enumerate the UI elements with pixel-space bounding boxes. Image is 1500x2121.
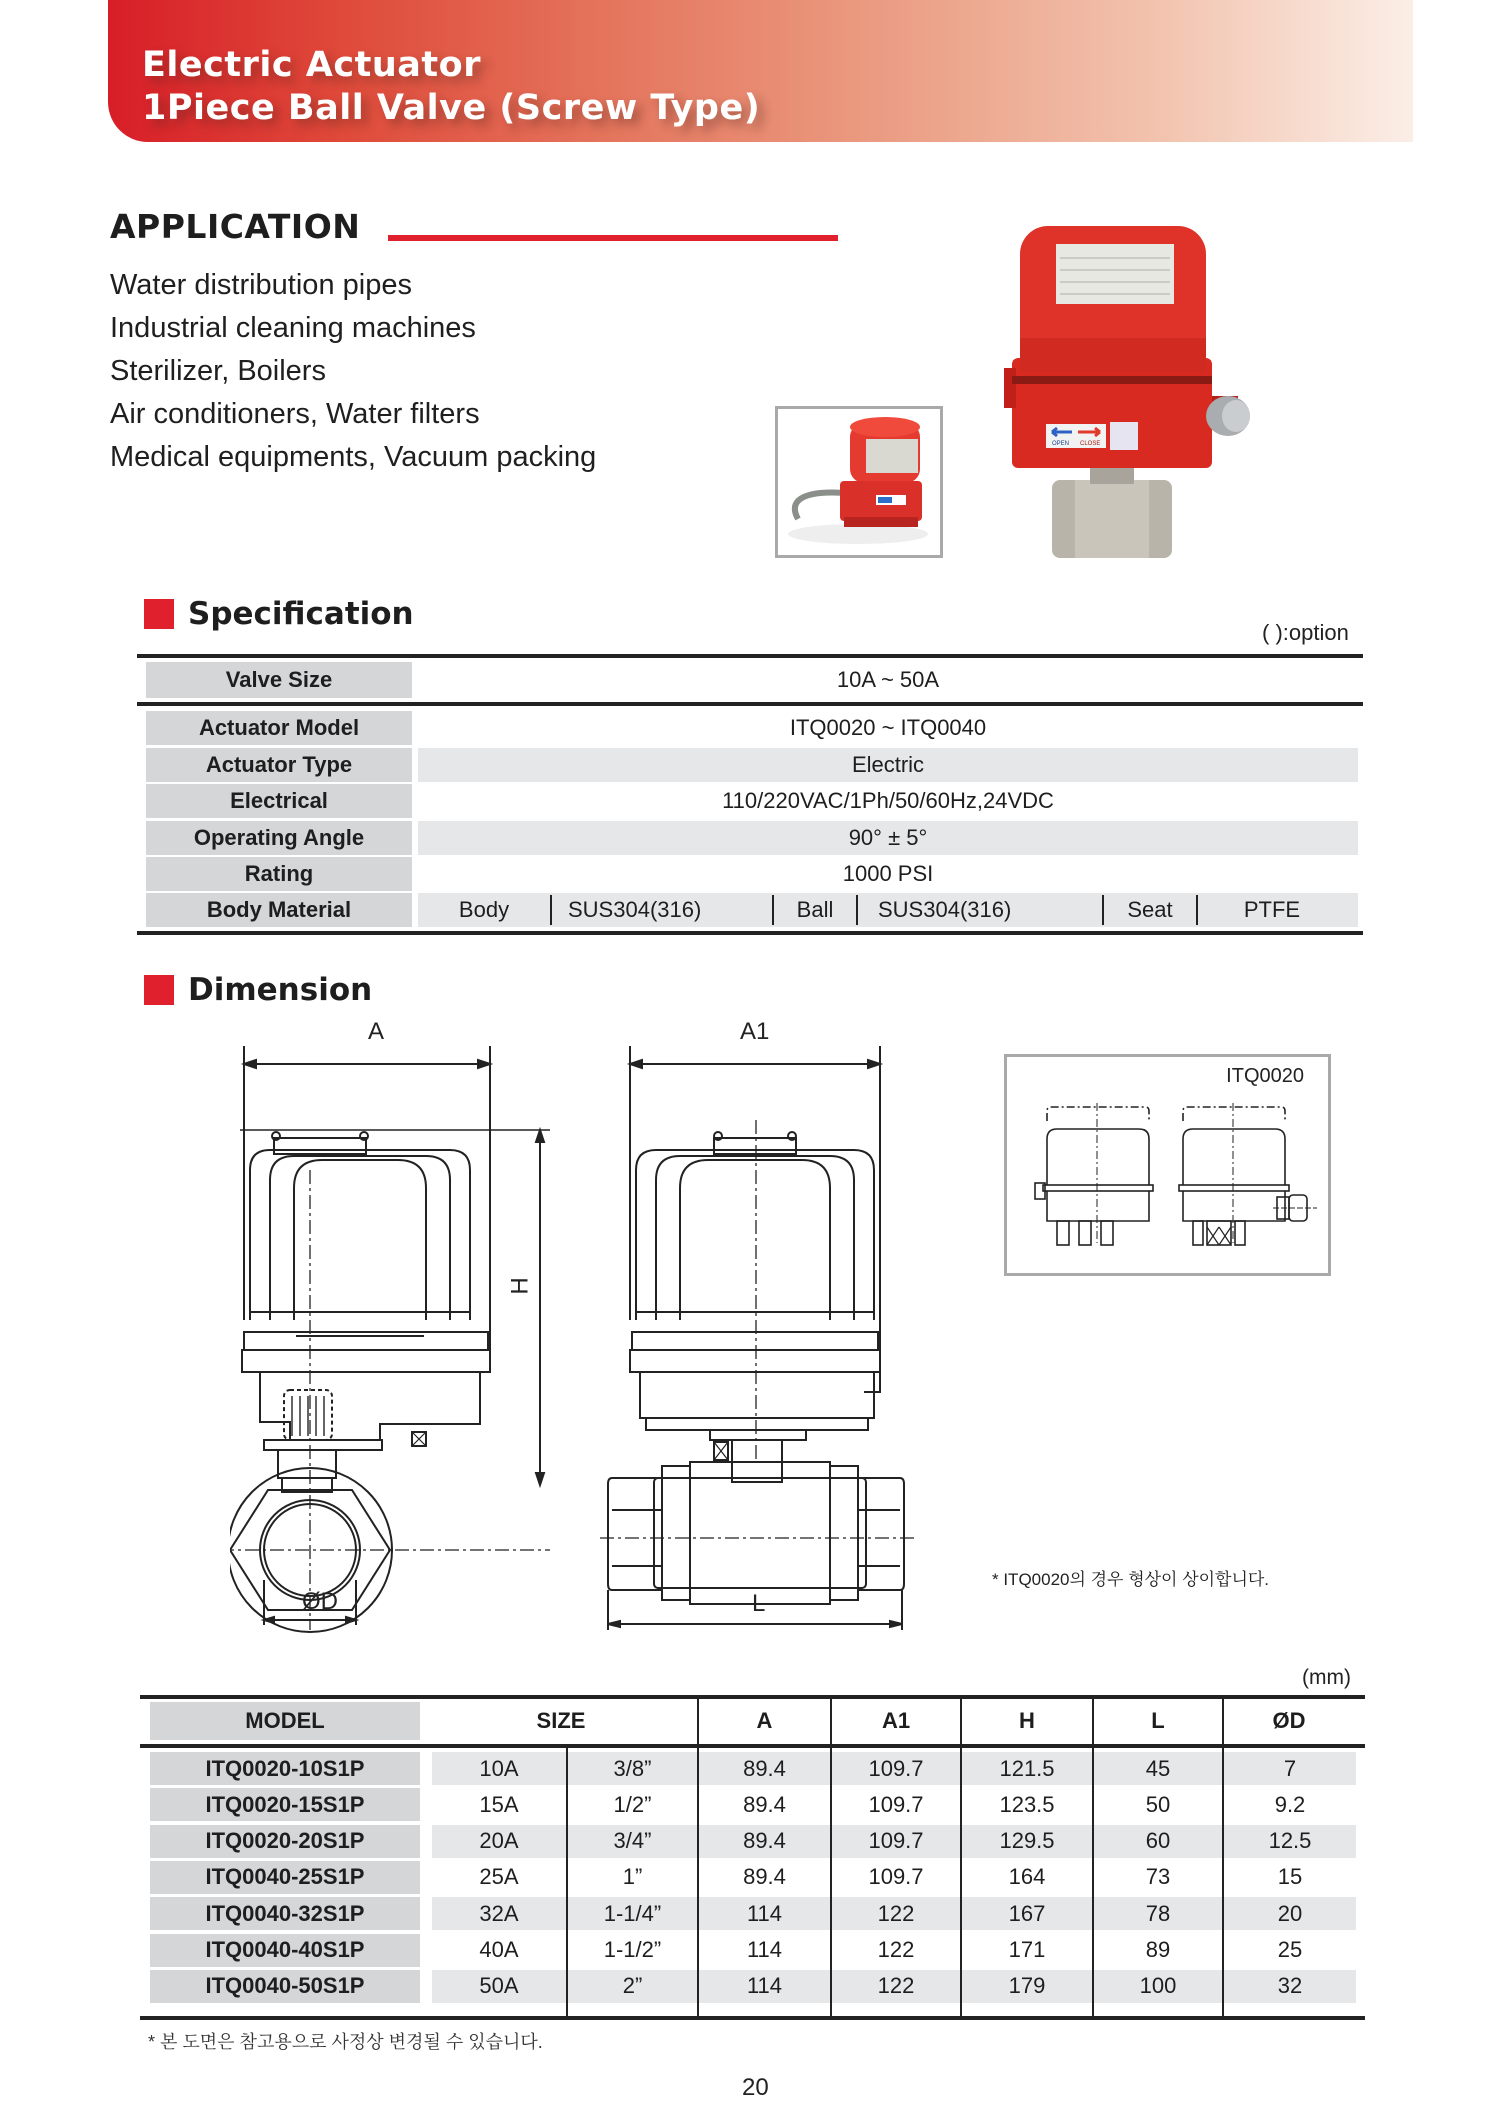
side-view-drawing <box>590 1020 920 1640</box>
cell-model: ITQ0040-32S1P <box>150 1897 420 1930</box>
unit-note: (mm) <box>1302 1666 1351 1689</box>
application-item: Air conditioners, Water filters <box>110 398 480 430</box>
cell-h: 179 <box>962 1970 1092 2003</box>
dimension-label-d: ØD <box>302 1588 338 1615</box>
actuator-valve-photo <box>990 218 1270 563</box>
cell-a: 89.4 <box>699 1752 830 1785</box>
section-marker-icon <box>144 599 174 629</box>
cell-a: 114 <box>699 1970 830 2003</box>
header-l: L <box>1151 1708 1165 1733</box>
cell-d: 15 <box>1277 1864 1303 1890</box>
cell-a: 89.4 <box>699 1825 830 1858</box>
body-material-values <box>418 893 1358 927</box>
header-a: A <box>756 1708 773 1733</box>
dimension-label-a1: A1 <box>740 1018 770 1045</box>
table-header-rule <box>140 1744 1365 1748</box>
cell-a1: 122 <box>877 1937 915 1962</box>
shape-note: * ITQ0020의 경우 형상이 상이합니다. <box>992 1570 1270 1589</box>
cell-l: 60 <box>1094 1825 1222 1858</box>
cell-size-inch: 2” <box>568 1970 697 2003</box>
cell-model: ITQ0020-20S1P <box>150 1825 420 1858</box>
table-bottom-rule <box>140 2016 1365 2020</box>
cell-l: 45 <box>1094 1752 1222 1785</box>
spec-row-body-material: Body Material Body SUS304(316) Ball SUS304(316) Seat PTFE <box>146 893 1358 927</box>
cell-h: 123.5 <box>999 1791 1055 1817</box>
application-list <box>110 264 596 479</box>
dimension-label-l: L <box>752 1590 766 1617</box>
cell-l: 73 <box>1145 1864 1171 1890</box>
cell-size-a: 25A <box>479 1864 519 1890</box>
cell-l: 50 <box>1145 1791 1171 1817</box>
spec-row-rating: Rating 1000 PSI <box>146 857 1358 891</box>
cell-d: 12.5 <box>1224 1825 1356 1858</box>
seat-label: Seat <box>1127 897 1173 922</box>
cell-a1: 122 <box>832 1897 960 1930</box>
page-title <box>142 44 760 130</box>
cell-d: 32 <box>1224 1970 1356 2003</box>
application-rule <box>388 235 838 241</box>
spec-row-valve-size: Valve Size 10A ~ 50A <box>146 662 1358 698</box>
application-item: Medical equipments, Vacuum packing <box>110 441 597 473</box>
cell-size-inch: 1-1/4” <box>568 1897 697 1930</box>
cell-a: 89.4 <box>743 1864 786 1890</box>
cell-size-inch: 1-1/2” <box>603 1937 662 1962</box>
spec-bottom-rule <box>137 931 1363 935</box>
svg-text:CLOSE: CLOSE <box>1080 441 1101 447</box>
cell-a: 89.4 <box>743 1791 786 1817</box>
cell-l: 100 <box>1094 1970 1222 2003</box>
header-a1: A1 <box>881 1708 911 1733</box>
cell-model: ITQ0020-10S1P <box>150 1752 420 1785</box>
seat-value: PTFE <box>1243 897 1301 922</box>
cell-size-a: 15A <box>479 1791 519 1817</box>
title-line-2: 1Piece Ball Valve (Screw Type) <box>142 88 761 128</box>
cell-d: 9.2 <box>1274 1791 1306 1817</box>
cell-d: 20 <box>1224 1897 1356 1930</box>
application-item: Sterilizer, Boilers <box>110 355 326 387</box>
spec-top-rule <box>137 654 1363 658</box>
cell-size-a: 10A <box>432 1752 566 1785</box>
cell-size-inch: 1/2” <box>613 1791 652 1817</box>
table-top-rule <box>140 1695 1365 1699</box>
ball-label: Ball <box>796 897 834 922</box>
header-d: ØD <box>1272 1708 1306 1733</box>
cell-d: 25 <box>1277 1937 1303 1962</box>
page-number: 20 <box>742 2074 769 2101</box>
ball-value: SUS304(316) <box>878 897 1012 922</box>
cell-l: 89 <box>1145 1937 1171 1962</box>
cell-model: ITQ0040-40S1P <box>150 1934 420 1967</box>
cell-h: 167 <box>962 1897 1092 1930</box>
inset-label: ITQ0020 <box>1226 1065 1304 1087</box>
option-note: ( ):option <box>1262 620 1349 645</box>
spec-row-actuator-model: Actuator Model ITQ0020 ~ ITQ0040 <box>146 711 1358 745</box>
dimension-heading: Dimension <box>144 972 372 1008</box>
cell-a1: 109.7 <box>868 1864 924 1890</box>
spec-divider-rule <box>137 702 1363 706</box>
spec-row-electrical: Electrical 110/220VAC/1Ph/50/60Hz,24VDC <box>146 784 1358 818</box>
actuator-thumbnail-photo <box>775 406 943 558</box>
dimension-label-a: A <box>368 1018 385 1045</box>
cell-model: ITQ0040-50S1P <box>150 1970 420 2003</box>
title-line-1: Electric Actuator <box>142 45 481 85</box>
cell-a: 114 <box>746 1937 783 1962</box>
body-value: SUS304(316) <box>568 897 702 922</box>
cell-h: 121.5 <box>962 1752 1092 1785</box>
cell-a: 114 <box>699 1897 830 1930</box>
cell-size-inch: 1” <box>622 1864 643 1890</box>
cell-size-a: 50A <box>432 1970 566 2003</box>
specification-heading: Specification <box>144 596 414 632</box>
header-size: SIZE <box>536 1708 586 1733</box>
cell-model: ITQ0040-25S1P <box>150 1861 420 1894</box>
cell-size-a: 32A <box>432 1897 566 1930</box>
svg-text:OPEN: OPEN <box>1052 441 1070 447</box>
cell-h: 171 <box>1008 1937 1046 1962</box>
cell-size-inch: 3/8” <box>568 1752 697 1785</box>
footnote: * 본 도면은 참고용으로 사정상 변경될 수 있습니다. <box>148 2032 543 2052</box>
cell-size-a: 40A <box>479 1937 519 1962</box>
actuator-small-image <box>778 409 940 555</box>
application-heading: APPLICATION <box>110 207 361 246</box>
header-h: H <box>1019 1708 1035 1733</box>
spec-row-actuator-type: Actuator Type Electric <box>146 748 1358 782</box>
cell-a1: 109.7 <box>832 1752 960 1785</box>
application-item: Industrial cleaning machines <box>110 312 476 344</box>
cell-h: 164 <box>1008 1864 1046 1890</box>
cell-h: 129.5 <box>962 1825 1092 1858</box>
cell-d: 7 <box>1224 1752 1356 1785</box>
cell-a1: 122 <box>832 1970 960 2003</box>
section-marker-icon <box>144 975 174 1005</box>
body-label: Body <box>458 897 510 922</box>
front-view-drawing <box>230 1020 570 1640</box>
cell-size-inch: 3/4” <box>568 1825 697 1858</box>
cell-l: 78 <box>1094 1897 1222 1930</box>
itq0020-drawing <box>1027 1093 1317 1263</box>
spec-row-operating-angle: Operating Angle 90° ± 5° <box>146 821 1358 855</box>
header-model: MODEL <box>150 1702 420 1740</box>
dimension-label-h: H <box>506 1277 534 1295</box>
application-item: Water distribution pipes <box>110 269 412 301</box>
cell-a1: 109.7 <box>868 1791 924 1817</box>
itq0020-inset <box>1004 1054 1331 1276</box>
cell-model: ITQ0020-15S1P <box>150 1788 420 1821</box>
cell-size-a: 20A <box>432 1825 566 1858</box>
cell-a1: 109.7 <box>832 1825 960 1858</box>
